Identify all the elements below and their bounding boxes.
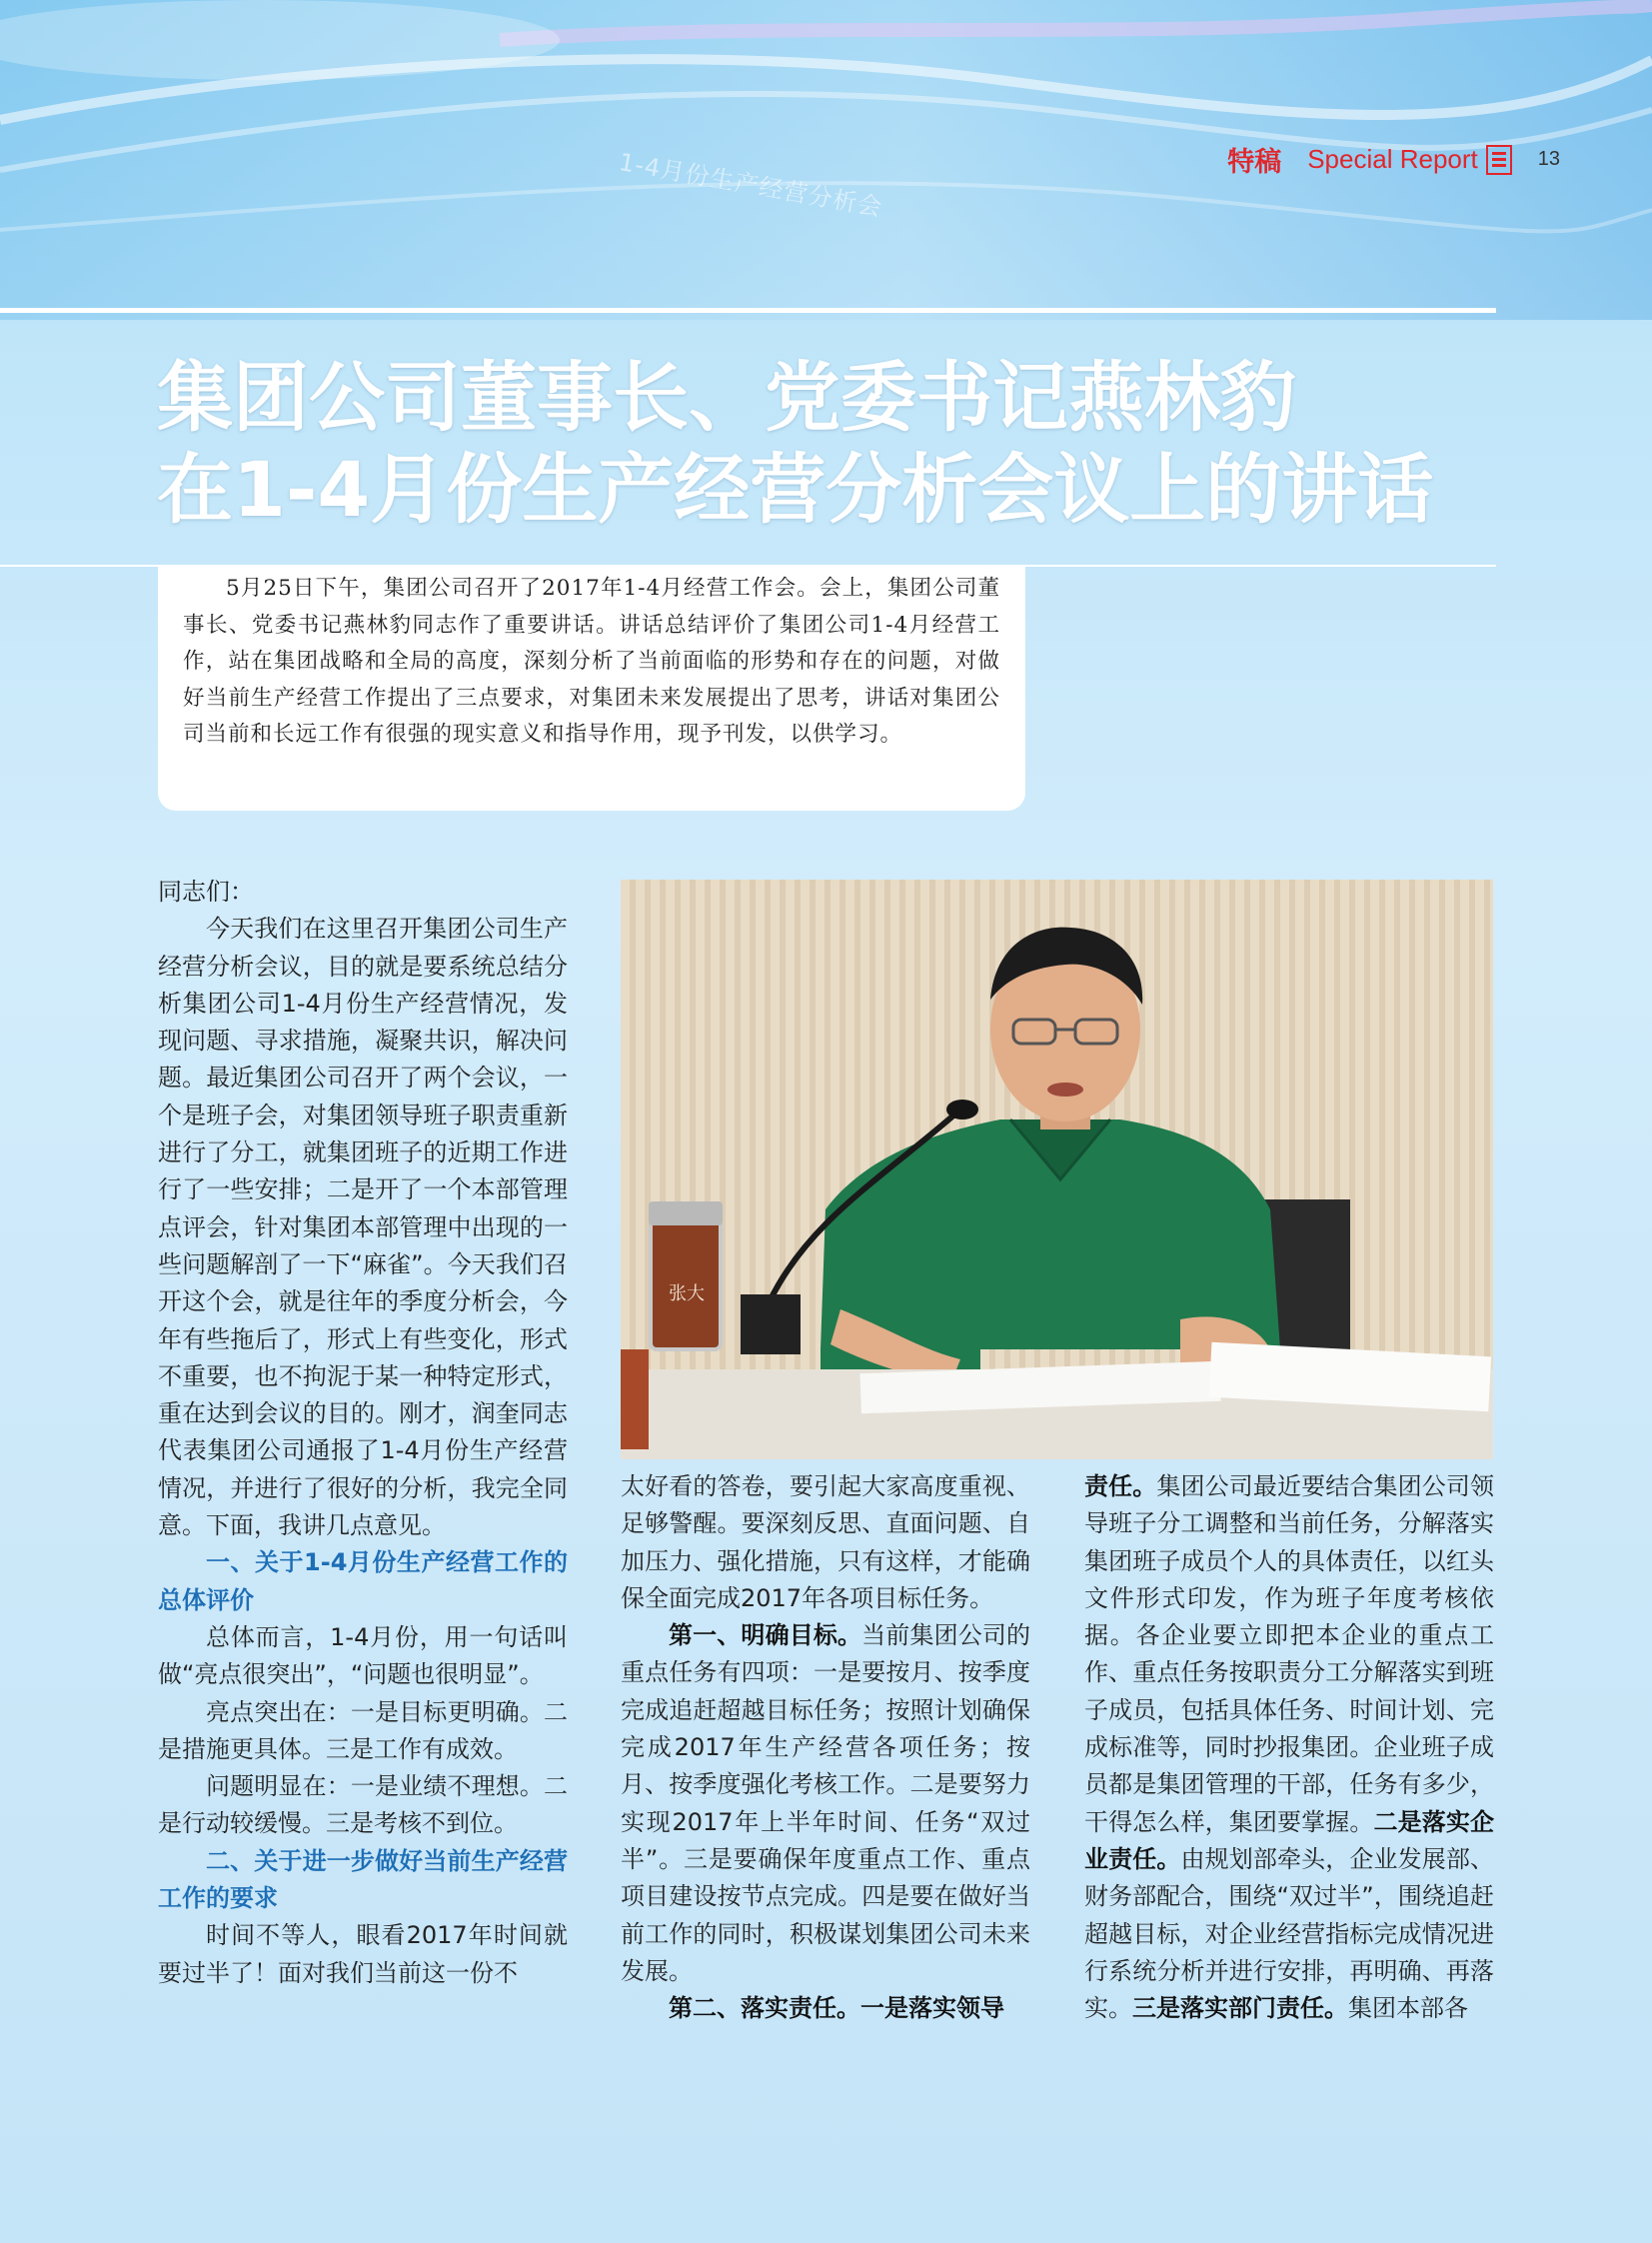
paragraph: 时间不等人，眼看2017年时间就要过半了！面对我们当前这一份不: [158, 1921, 568, 1987]
section-label-en: Special Report: [1307, 144, 1478, 174]
paragraph: 总体而言，1-4月份，用一句话叫做“亮点很突出”，“问题也很明显”。: [158, 1622, 568, 1689]
paragraph: 太好看的答卷，要引起大家高度重视、足够警醒。要深刻反思、直面问题、自加压力、强化措施，只有这样，才能确保全面完成2017年各项目标任务。: [621, 1472, 1030, 1612]
cup-label: 张大: [669, 1283, 705, 1304]
newspaper-icon: [1486, 145, 1512, 175]
subheading: 二是落实企业责任。: [1084, 1807, 1494, 1873]
section-label-cn: 特稿: [1227, 147, 1282, 178]
page-number: 13: [1537, 148, 1560, 170]
section-heading-1: 一、关于1-4月份生产经营工作的总体评价: [158, 1548, 568, 1614]
subheading: 责任。: [1084, 1472, 1157, 1500]
paragraph: 问题明显在：一是业绩不理想。二是行动较缓慢。三是考核不到位。: [158, 1772, 568, 1838]
article-title: [157, 352, 1556, 536]
paragraph: 第一、明确目标。当前集团公司的重点任务有四项：一是要按月、按季度完成追赶超越目标任务；按照计划确保完成2017年生产经营各项任务；按月、按季度强化考核工作。二是要努力实现2017年上半年时间、任务“双过半”。三是要确保年度重点工作、重点项目建设按节点完成。四是要在做好当前工作的同时，积极谋划集团公司未来发展。: [621, 1621, 1031, 1985]
text-column-3: [1084, 1468, 1494, 2027]
speaker-illustration: [621, 880, 1493, 1459]
paragraph: 亮点突出在：一是目标更明确。二是措施更具体。三是工作有成效。: [158, 1697, 568, 1763]
title-line-2: 在1-4月份生产经营分析会议上的讲话: [157, 445, 1434, 534]
text-column-2: [621, 1468, 1030, 2027]
paragraph: 今天我们在这里召开集团公司生产经营分析会议，目的就是要系统总结分析集团公司1-4月份生产经营情况，发现问题、寻求措施，凝聚共识，解决问题。最近集团公司召开了两个会议，一个是班子会，对集团领导班子职责重新进行了分工，就集团班子的近期工作进行了一些安排；二是开了一个本部管理点评会，针对集团本部管理中出现的一些问题解剖了一下“麻雀”。今天我们召开这个会，就是往年的季度分析会，今年有些拖后了，形式上有些变化，形式不重要，也不拘泥于某一种特定形式，重在达到会议的目的。刚才，润奎同志代表集团公司通报了1-4月份生产经营情况，并进行了很好的分析，我完全同意。下面，我讲几点意见。: [158, 915, 568, 1540]
title-line-1: 集团公司董事长、党委书记燕林豹: [157, 353, 1296, 442]
text-column-1: [158, 874, 568, 1992]
subheading: 三是落实部门责任。: [1132, 1994, 1348, 2023]
paragraph: 责任。集团公司最近要结合集团公司领导班子分工调整和当前任务，分解落实集团班子成员个人的具体责任，以红头文件形式印发，作为班子年度考核依据。各企业要立即把本企业的重点工作、重点任务按职责分工分解落实到班子成员，包括具体任务、时间计划、完成标准等，同时抄报集团。企业班子成员都是集团管理的干部，任务有多少，干得怎么样，集团要掌握。二是落实企业责任。由规划部牵头，企业发展部、财务部配合，围绕“双过半”，围绕追赶超越目标，对企业经营指标完成情况进行系统分析并进行安排，再明确、再落实。三是落实部门责任。集团本部各: [1084, 1472, 1494, 2023]
microphone-head: [946, 1100, 978, 1120]
watermark-text: 1-4月份生产经营分析会: [617, 147, 885, 222]
greeting: 同志们：: [158, 878, 254, 906]
title-top-rule: [0, 308, 1496, 313]
running-header: [1227, 140, 1560, 179]
speaker-photo: [621, 880, 1493, 1459]
subheading: 第二、落实责任。一是落实领导: [669, 1994, 1004, 2023]
section-heading-2: 二、关于进一步做好当前生产经营工作的要求: [158, 1846, 568, 1913]
paragraph: [621, 1990, 1030, 2027]
article-summary: 5月25日下午，集团公司召开了2017年1-4月经营工作会。会上，集团公司董事长、党委书记燕林豹同志作了重要讲话。讲话总结评价了集团公司1-4月经营工作，站在集团战略和全局的高度，深刻分析了当前面临的形势和存在的问题，对做好当前生产经营工作提出了三点要求，对集团未来发展提出了思考，讲话对集团公司当前和长远工作有很强的现实意义和指导作用，现予刊发，以供学习。: [158, 567, 1025, 811]
subheading: 第一、明确目标。: [669, 1621, 862, 1650]
